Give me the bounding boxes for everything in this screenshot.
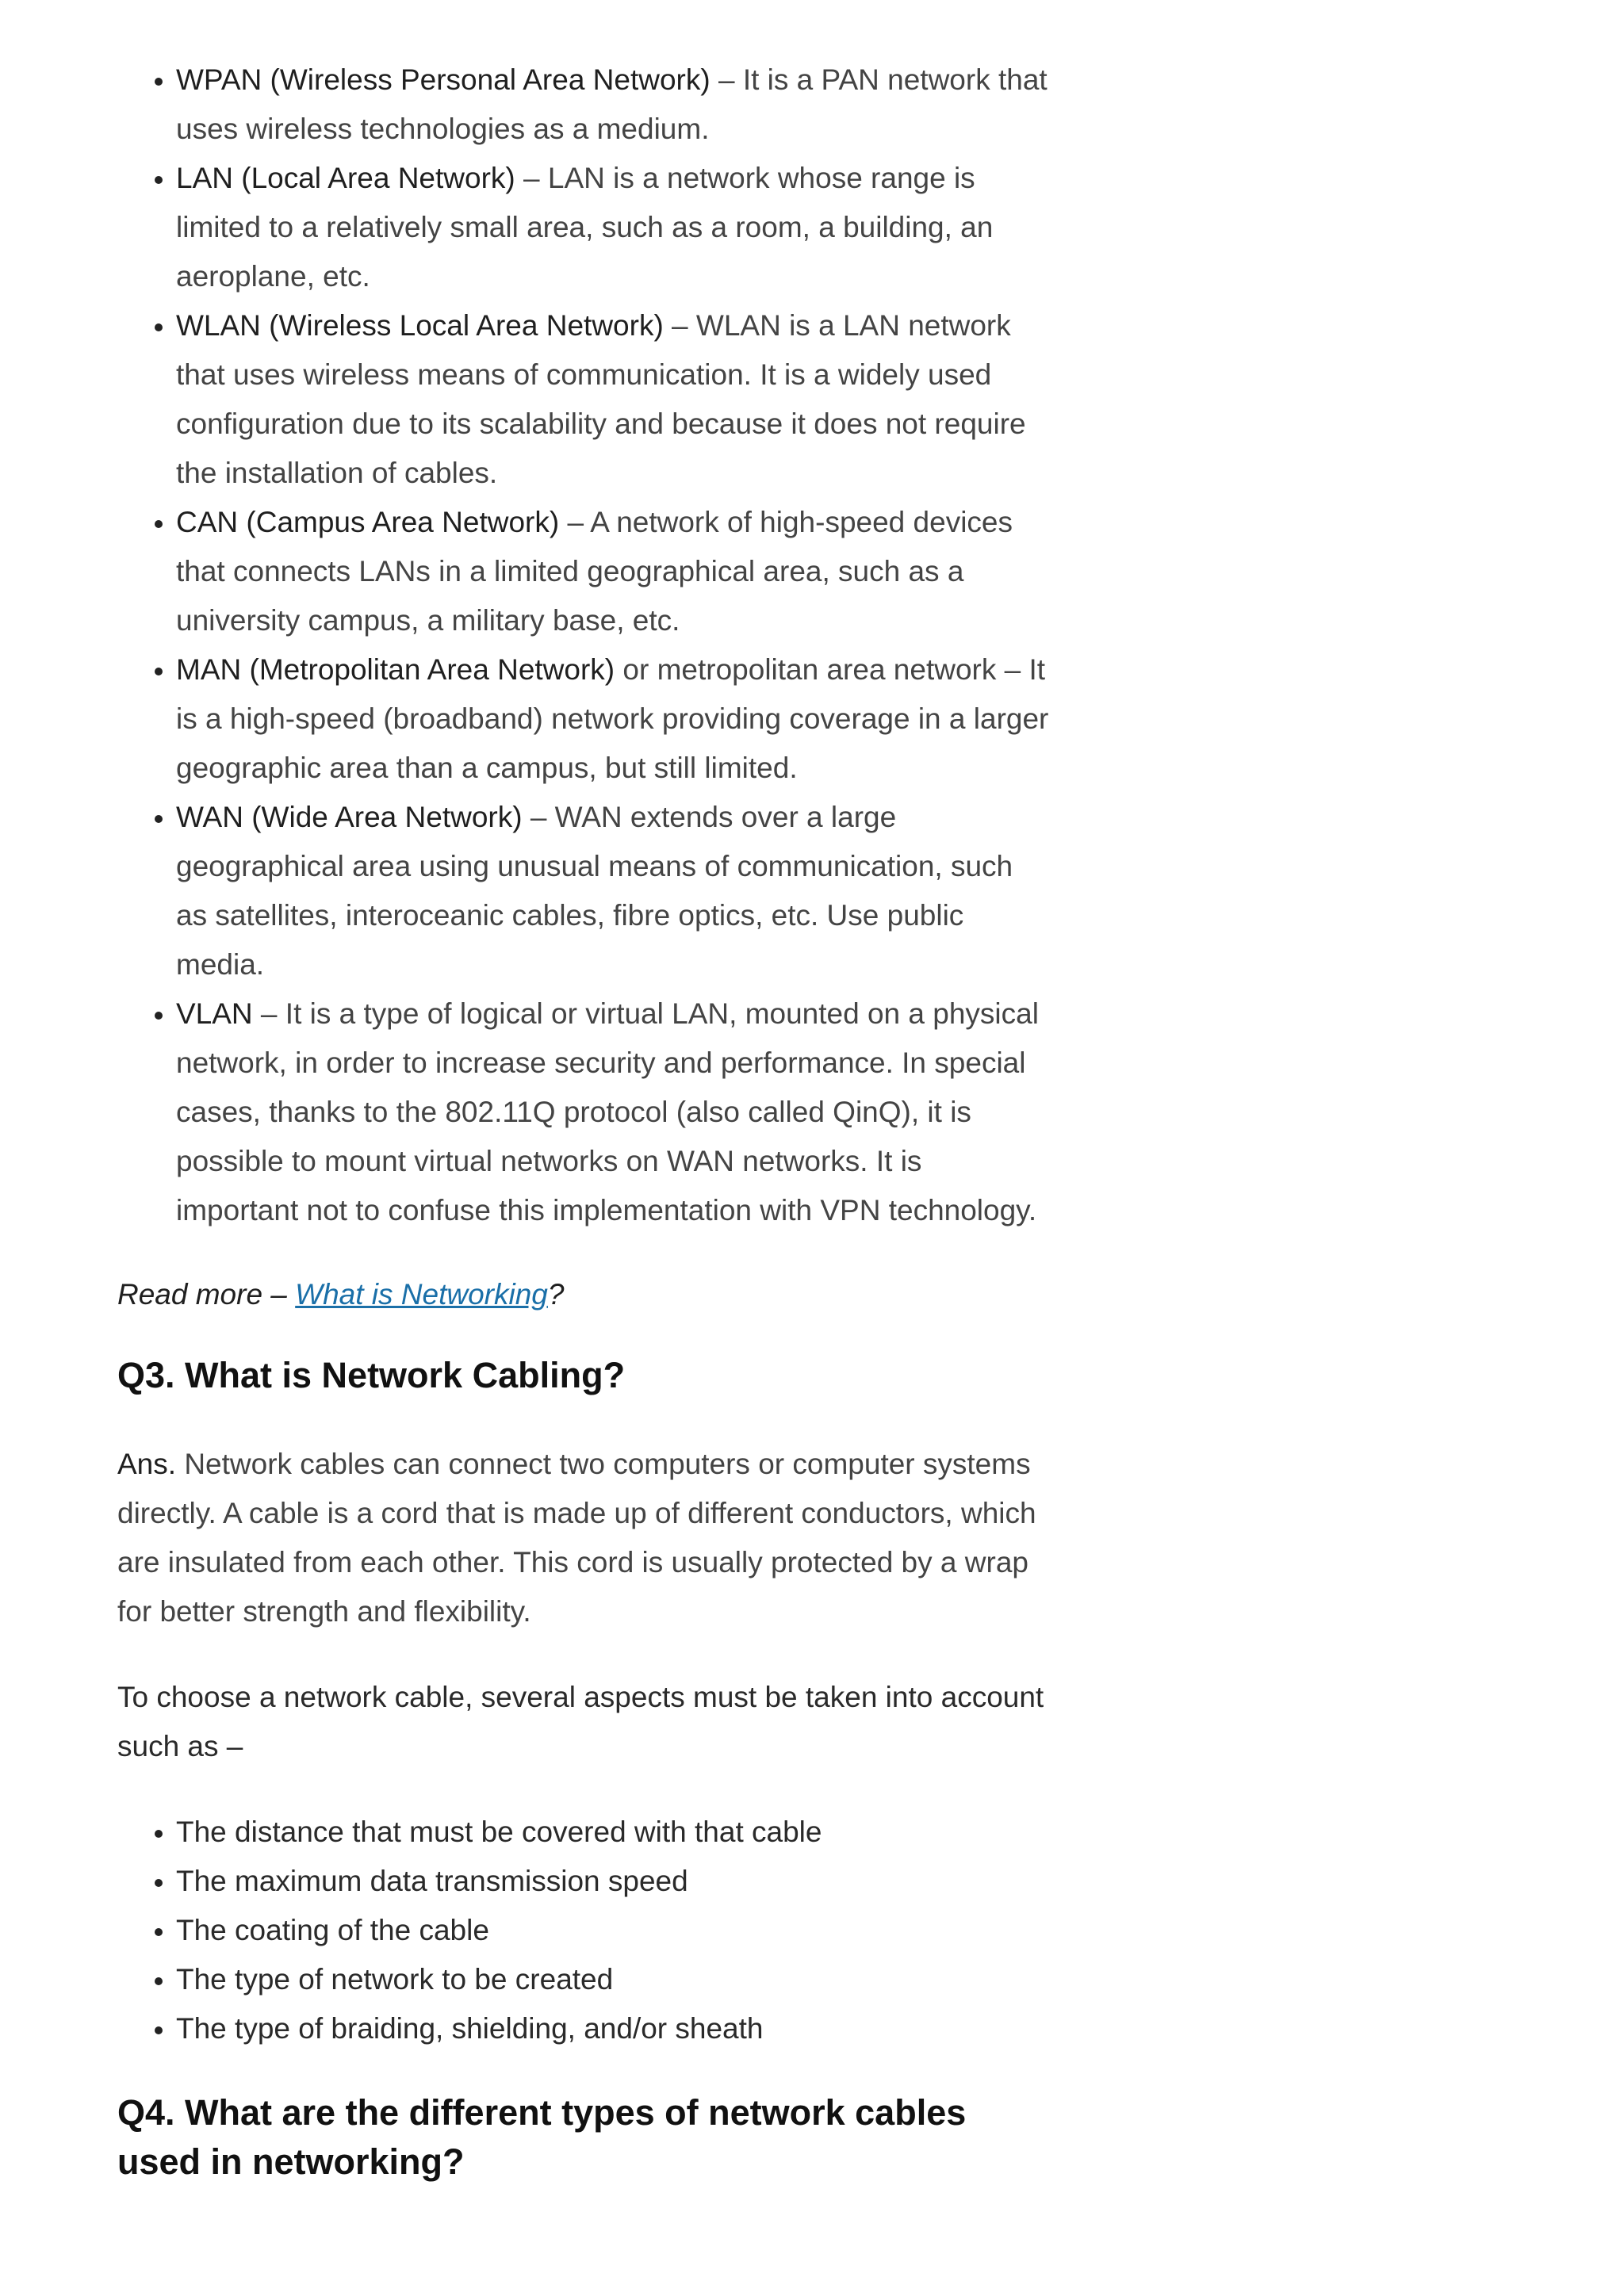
- list-item-desc: – A network of high-speed devices that connects LANs in a limited geographical area, such as a university campus, a military base, etc.: [176, 506, 1013, 637]
- list-item-term: WLAN (Wireless Local Area Network): [176, 309, 664, 342]
- network-types-list: [117, 55, 1050, 1235]
- q3-heading: Q3. What is Network Cabling?: [117, 1355, 626, 1395]
- list-item-term: CAN (Campus Area Network): [176, 506, 560, 538]
- read-more-suffix: ?: [547, 1278, 565, 1311]
- q3-answer-paragraph: [117, 1440, 1050, 1636]
- article-content: [117, 55, 1050, 2187]
- list-item: • The distance that must be covered with that cable: [176, 1808, 1050, 1857]
- list-item-term: MAN (Metropolitan Area Network): [176, 653, 615, 686]
- list-item-desc: – WLAN is a LAN network that uses wireless means of communication. It is a widely used configuration due to its scalability and because it does not require the installation of cables.: [176, 309, 1026, 489]
- list-item: [176, 645, 1050, 793]
- q4-heading: Q4. What are the different types of network cables used in networking?: [117, 2092, 967, 2182]
- list-item: [176, 989, 1050, 1235]
- list-item-term: WAN (Wide Area Network): [176, 801, 523, 833]
- list-item-desc: – LAN is a network whose range is limited to a relatively small area, such as a room, a building, an aeroplane, etc.: [176, 162, 994, 293]
- list-item-desc: – WAN extends over a large geographical area using unusual means of communication, such as satellites, interoceanic cables, fibre optics, etc. Use public media.: [176, 801, 1013, 981]
- list-item-term: LAN (Local Area Network): [176, 162, 515, 194]
- list-item: • The maximum data transmission speed: [176, 1857, 1050, 1906]
- list-item: [176, 793, 1050, 989]
- list-item: • The coating of the cable: [176, 1906, 1050, 1955]
- list-item-desc: or metropolitan area network – It is a high-speed (broadband) network providing coverage in a larger geographic area than a campus, but still limited.: [176, 653, 1049, 784]
- what-is-networking-link[interactable]: What is Networking: [295, 1278, 548, 1311]
- read-more-line: [117, 1270, 1050, 1319]
- list-item: • The type of network to be created: [176, 1955, 1050, 2004]
- list-item-desc: – It is a type of logical or virtual LAN, mounted on a physical network, in order to increase security and performance. In special cases, thanks to the 802.11Q protocol (also called QinQ), it is possible to mount virtual networks on WAN networks. It is important not to confuse this implementation with VPN technology.: [176, 997, 1039, 1226]
- list-item: • The type of braiding, shielding, and/or sheath: [176, 2004, 1050, 2053]
- choose-cable-paragraph: To choose a network cable, several aspects must be taken into account such as –: [117, 1681, 1044, 1762]
- list-item: [176, 154, 1050, 301]
- list-item: [176, 301, 1050, 498]
- list-item: [176, 55, 1050, 154]
- ans-label: Ans.: [117, 1448, 177, 1480]
- read-more-prefix: Read more –: [117, 1278, 296, 1311]
- q3-answer-text: Network cables can connect two computers or computer systems directly. A cable is a cord that is made up of different conductors, which are insulated from each other. This cord is usually protected by a wrap for better strength and flexibility.: [117, 1448, 1036, 1628]
- list-item-term: WPAN (Wireless Personal Area Network): [176, 63, 710, 96]
- list-item: [176, 498, 1050, 645]
- list-item-desc: – It is a PAN network that uses wireless technologies as a medium.: [176, 63, 1048, 145]
- list-item-term: VLAN: [176, 997, 253, 1030]
- cable-aspects-list: [117, 1808, 1050, 2053]
